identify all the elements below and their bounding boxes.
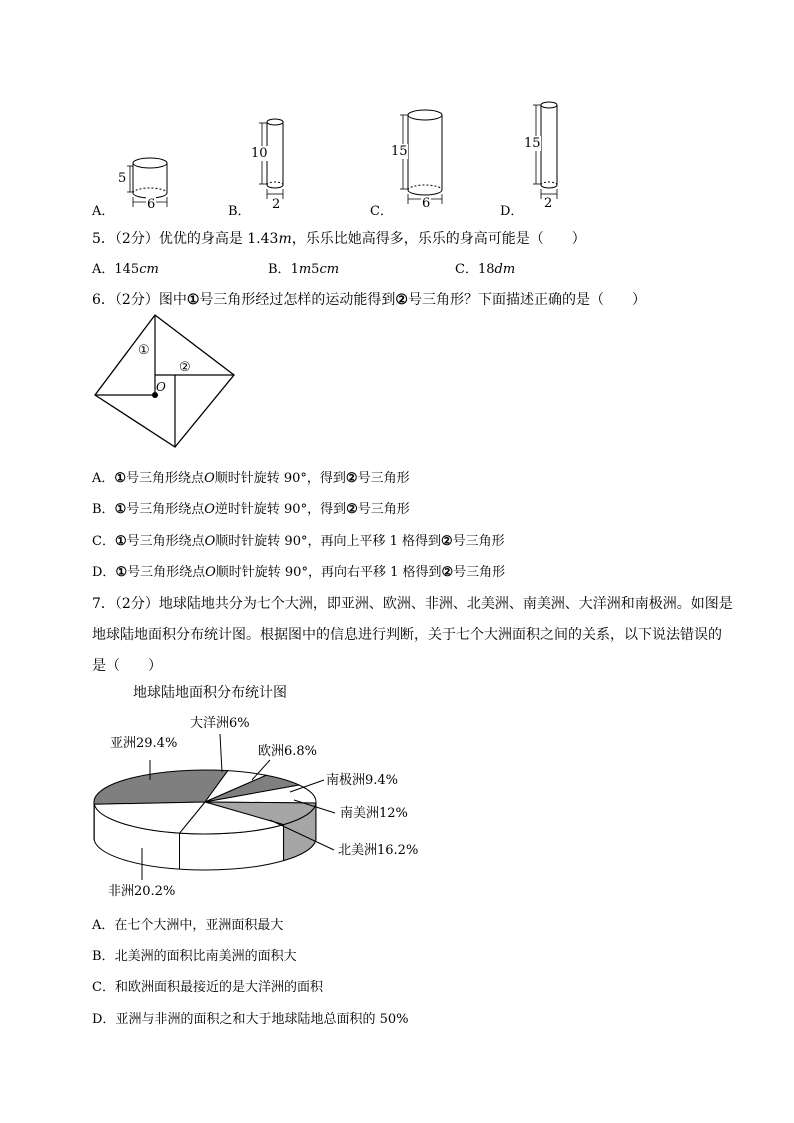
- q5-option-letter: B．: [268, 262, 291, 277]
- pie-chart: [80, 680, 440, 900]
- chart-title: 地球陆地面积分布统计图: [133, 685, 287, 701]
- q5-option-letter: C．: [455, 262, 478, 277]
- option-letter-c: C．: [370, 204, 393, 219]
- q6-option-point: O: [204, 534, 216, 549]
- cylinder-c-diameter: 6: [422, 196, 431, 211]
- q7-stem-line-1: 7．（2分）地球陆地共分为七个大洲，即亚洲、欧洲、非洲、北美洲、南美洲、大洋洲和南极洲。如图是: [92, 596, 733, 612]
- q6-option-circled-1: ①: [114, 471, 127, 486]
- q6-option-b: [92, 498, 410, 517]
- q6-circled-2: ②: [395, 292, 408, 308]
- q6-option-circled-2: ②: [346, 502, 358, 517]
- q6-option-circled-2: ②: [345, 471, 358, 486]
- option-letter-b: B．: [228, 204, 251, 219]
- triangle-2-label: ②: [179, 360, 191, 375]
- q5-option-value: 1: [290, 262, 299, 277]
- q7-option-letter: A．: [92, 918, 115, 933]
- q7-option-c: [92, 976, 323, 995]
- q6-option-circled-1: ①: [115, 565, 128, 580]
- q7-stem-line-2: 地球陆地面积分布统计图。根据图中的信息进行判断，关于七个大洲面积之间的关系，以下说法错误的: [92, 627, 722, 643]
- pie-label-亚洲: 亚洲29.4%: [110, 736, 178, 751]
- q6-option-letter: A．: [92, 471, 115, 486]
- q6-option-c: [92, 530, 505, 549]
- q7-option-letter: C．: [92, 980, 115, 995]
- q5-stem-text-2: ，乐乐比她高得多，乐乐的身高可能是（ ）: [291, 231, 586, 247]
- rotation-diagram: [92, 312, 242, 452]
- q5-option-value-2: 5: [311, 262, 320, 277]
- option-letter-a: A．: [92, 204, 115, 219]
- q6-option-text-3: 号三角形: [453, 565, 506, 580]
- q6-option-text-3: 号三角形: [357, 502, 410, 517]
- pie-label-南极洲: 南极洲9.4%: [326, 773, 399, 788]
- q5-option-value: 145: [114, 262, 140, 277]
- cylinder-d-diameter: 2: [544, 196, 553, 211]
- q7-option-d: [92, 1008, 408, 1027]
- q6-option-text: 号三角形绕点: [126, 471, 205, 486]
- q6-option-letter: B．: [92, 502, 115, 517]
- q5-stem-text: 5．（2分）优优的身高是 1.43: [92, 231, 279, 247]
- cylinder-a-diameter: 6: [147, 197, 156, 212]
- question-6-stem: [92, 289, 646, 309]
- q7-option-text: 和欧洲面积最接近的是大洋洲的面积: [114, 980, 323, 995]
- cylinder-b-diameter: 2: [272, 197, 281, 212]
- q6-stem-text-3: 号三角形？下面描述正确的是（ ）: [407, 292, 646, 308]
- pie-leader-大洋洲: [220, 734, 222, 772]
- q6-option-point: O: [204, 471, 215, 486]
- cylinder-b-height: 10: [251, 146, 268, 161]
- q5-option-value: 18: [477, 262, 495, 277]
- q5-option-unit: dm: [494, 262, 516, 277]
- pie-label-南美洲: 南美洲12%: [340, 806, 408, 821]
- pie-label-大洋洲: 大洋洲6%: [190, 716, 250, 731]
- q5-option-letter: A．: [92, 262, 115, 277]
- q7-option-b: [92, 945, 297, 964]
- q7-option-text: 亚洲与非洲的面积之和大于地球陆地总面积的 50%: [115, 1012, 409, 1027]
- question-5-stem: [92, 228, 586, 248]
- q6-option-letter: C．: [92, 534, 115, 549]
- q6-option-circled-2: ②: [441, 565, 454, 580]
- q6-stem-text-2: 号三角形经过怎样的运动能得到: [199, 292, 396, 308]
- q6-option-text-2: 顺时针旋转 90°，得到: [214, 471, 346, 486]
- q6-option-text: 号三角形绕点: [127, 565, 206, 580]
- q7-option-letter: D．: [92, 1012, 116, 1027]
- q7-stem-line-3: 是（ ）: [92, 658, 162, 674]
- q6-stem-text: 6．（2分）图中: [92, 292, 187, 308]
- pie-label-非洲: 非洲20.2%: [108, 884, 176, 899]
- q6-option-circled-1: ①: [114, 502, 127, 517]
- q6-option-text: 号三角形绕点: [126, 534, 205, 549]
- q5-option-c: [455, 258, 515, 277]
- q5-option-unit: cm: [139, 262, 159, 277]
- q7-option-text: 在七个大洲中，亚洲面积最大: [114, 918, 284, 933]
- q5-stem-unit: m: [278, 231, 292, 247]
- q6-option-a: [92, 467, 410, 486]
- pie-label-北美洲: 北美洲16.2%: [338, 843, 419, 858]
- q7-option-text: 北美洲的面积比南美洲的面积大: [114, 949, 297, 964]
- q6-option-text-2: 顺时针旋转 90°，再向右平移 1 格得到: [215, 565, 442, 580]
- q6-option-text-2: 顺时针旋转 90°，再向上平移 1 格得到: [215, 534, 442, 549]
- q6-option-point: O: [205, 565, 216, 580]
- q6-option-text-3: 号三角形: [452, 534, 505, 549]
- q5-option-b: [268, 258, 339, 277]
- q6-option-circled-1: ①: [114, 534, 127, 549]
- q6-option-point: O: [204, 502, 215, 517]
- triangle-1-label: ①: [138, 343, 150, 358]
- q6-option-letter: D．: [92, 565, 116, 580]
- q6-option-text: 号三角形绕点: [126, 502, 205, 517]
- pie-label-欧洲: 欧洲6.8%: [258, 744, 318, 759]
- q5-option-unit-2: cm: [319, 262, 340, 277]
- q6-option-d: [92, 561, 505, 580]
- q6-option-circled-2: ②: [441, 534, 453, 549]
- cylinder-d-height: 15: [524, 136, 541, 151]
- cylinder-a-height: 5: [118, 171, 127, 186]
- q6-circled-1: ①: [186, 292, 200, 308]
- cylinder-c-height: 15: [391, 144, 408, 159]
- option-letter-d: D．: [500, 204, 524, 219]
- q7-option-letter: B．: [92, 949, 115, 964]
- q5-option-a: [92, 258, 159, 277]
- pie-top-group: [94, 770, 316, 834]
- q6-option-text-3: 号三角形: [357, 471, 410, 486]
- point-o-label: O: [156, 380, 166, 394]
- q6-option-text-2: 逆时针旋转 90°，得到: [214, 502, 347, 517]
- q7-option-a: [92, 914, 283, 933]
- q5-option-unit: m: [298, 262, 312, 277]
